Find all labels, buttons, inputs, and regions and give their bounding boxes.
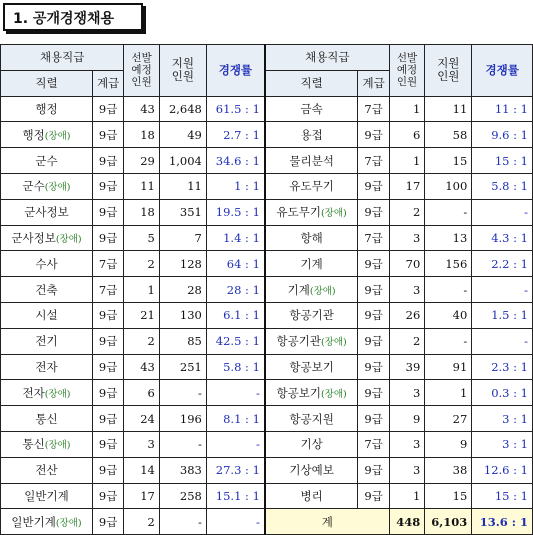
left-rate-cell: 5.8 : 1	[206, 354, 265, 380]
left-jik-name: 행정	[35, 101, 58, 116]
header-jik-right: 직렬	[265, 70, 358, 96]
table-row	[1, 483, 533, 509]
left-disabled-tag: (장애)	[44, 182, 71, 194]
left-apply-cell: -	[159, 509, 206, 535]
right-jik-name: 병리	[300, 488, 323, 503]
right-plan-cell: 2	[389, 199, 425, 225]
table-row	[1, 122, 533, 148]
total-plan: 448	[389, 509, 425, 535]
right-plan-cell: 3	[389, 225, 425, 251]
right-plan-cell: 70	[389, 251, 425, 277]
right-plan-cell: 1	[389, 483, 425, 509]
left-rate-cell: 6.1 : 1	[206, 302, 265, 328]
left-plan-cell: 1	[124, 277, 160, 303]
left-grade-cell: 9급	[92, 199, 123, 225]
left-jik-cell	[1, 328, 93, 354]
right-jik-cell	[265, 457, 358, 483]
left-jik-name: 수사	[35, 256, 58, 271]
table-row	[1, 406, 533, 432]
right-disabled-tag: (장애)	[309, 285, 336, 297]
left-apply-cell: 383	[159, 457, 206, 483]
left-rate-cell: 27.3 : 1	[206, 457, 265, 483]
left-rate-cell: 19.5 : 1	[206, 199, 265, 225]
section-title: 1. 공개경쟁채용	[3, 3, 143, 31]
left-apply-cell: 258	[159, 483, 206, 509]
table-row	[1, 173, 533, 199]
left-apply-cell: 1,004	[159, 148, 206, 174]
right-grade-cell: 9급	[358, 251, 389, 277]
left-apply-cell: 7	[159, 225, 206, 251]
left-plan-cell: 21	[124, 302, 160, 328]
left-jik-name: 시설	[35, 308, 58, 323]
left-jik-cell	[1, 225, 93, 251]
right-grade-cell: 9급	[358, 483, 389, 509]
right-jik-cell	[265, 302, 358, 328]
table-row	[1, 328, 533, 354]
right-jik-cell	[265, 354, 358, 380]
left-apply-cell: 85	[159, 328, 206, 354]
right-rate-cell: 5.8 : 1	[472, 173, 533, 199]
right-apply-cell: 9	[425, 431, 472, 457]
right-apply-cell: -	[425, 199, 472, 225]
left-jik-name: 일반기계	[24, 488, 69, 503]
right-grade-cell: 9급	[358, 302, 389, 328]
right-plan-cell: 3	[389, 431, 425, 457]
left-disabled-tag: (장애)	[44, 388, 71, 400]
right-apply-cell: -	[425, 328, 472, 354]
left-disabled-tag: (장애)	[44, 130, 71, 142]
left-grade-cell: 9급	[92, 509, 123, 535]
right-apply-cell: 156	[425, 251, 472, 277]
right-rate-cell: 1.5 : 1	[472, 302, 533, 328]
right-apply-cell: 11	[425, 96, 472, 122]
header-plan-right: 선발 예정 인원	[389, 45, 425, 97]
left-jik-name: 군사정보	[24, 205, 69, 220]
right-jik-name: 항공기관	[289, 308, 334, 323]
total-apply: 6,103	[425, 509, 472, 535]
left-apply-cell: 196	[159, 406, 206, 432]
table-row	[1, 431, 533, 457]
left-grade-cell: 9급	[92, 122, 123, 148]
right-plan-cell: 3	[389, 457, 425, 483]
header-rate-left: 경쟁률	[206, 45, 265, 97]
left-jik-cell	[1, 354, 93, 380]
total-rate: 13.6 : 1	[472, 509, 533, 535]
right-jik-name: 유도무기	[276, 205, 321, 220]
right-grade-cell: 9급	[358, 354, 389, 380]
right-jik-name: 기계	[287, 282, 310, 297]
left-jik-cell	[1, 199, 93, 225]
right-grade-cell: 9급	[358, 328, 389, 354]
right-jik-cell	[265, 431, 358, 457]
header-grade-left: 계급	[92, 70, 123, 96]
right-jik-name: 유도무기	[289, 179, 334, 194]
right-apply-cell: 1	[425, 380, 472, 406]
left-apply-cell: 2,648	[159, 96, 206, 122]
right-jik-cell	[265, 173, 358, 199]
left-grade-cell: 9급	[92, 148, 123, 174]
right-rate-cell: 15 : 1	[472, 148, 533, 174]
right-plan-cell: 17	[389, 173, 425, 199]
table-row	[1, 199, 533, 225]
right-grade-cell: 7급	[358, 96, 389, 122]
right-rate-cell: 12.6 : 1	[472, 457, 533, 483]
right-jik-cell	[265, 148, 358, 174]
left-jik-name: 전기	[35, 334, 58, 349]
right-jik-cell	[265, 380, 358, 406]
left-grade-cell: 9급	[92, 431, 123, 457]
left-rate-cell: 42.5 : 1	[206, 328, 265, 354]
left-apply-cell: -	[159, 431, 206, 457]
left-apply-cell: 28	[159, 277, 206, 303]
left-jik-cell	[1, 457, 93, 483]
right-rate-cell: -	[472, 277, 533, 303]
table-row	[1, 251, 533, 277]
right-jik-name: 기상예보	[289, 463, 334, 478]
left-grade-cell: 9급	[92, 354, 123, 380]
left-rate-cell: -	[206, 509, 265, 535]
left-rate-cell: 28 : 1	[206, 277, 265, 303]
left-rate-cell: 8.1 : 1	[206, 406, 265, 432]
right-apply-cell: -	[425, 277, 472, 303]
left-jik-cell	[1, 277, 93, 303]
right-jik-name: 용접	[300, 127, 323, 142]
table-row	[1, 302, 533, 328]
table-row	[1, 380, 533, 406]
left-jik-name: 통신	[35, 411, 58, 426]
left-jik-cell	[1, 173, 93, 199]
right-plan-cell: 3	[389, 277, 425, 303]
right-grade-cell: 9급	[358, 277, 389, 303]
left-jik-cell	[1, 380, 93, 406]
header-grade-right: 계급	[358, 70, 389, 96]
left-grade-cell: 9급	[92, 406, 123, 432]
left-plan-cell: 11	[124, 173, 160, 199]
right-jik-name: 기상	[300, 437, 323, 452]
header-plan-left: 선발 예정 인원	[124, 45, 160, 97]
right-jik-name: 항공보기	[276, 385, 321, 400]
right-grade-cell: 9급	[358, 173, 389, 199]
left-apply-cell: 49	[159, 122, 206, 148]
table-row	[1, 277, 533, 303]
left-plan-cell: 5	[124, 225, 160, 251]
left-grade-cell: 7급	[92, 251, 123, 277]
right-rate-cell: -	[472, 328, 533, 354]
right-rate-cell: 2.3 : 1	[472, 354, 533, 380]
left-grade-cell: 9급	[92, 173, 123, 199]
right-jik-name: 항공보기	[289, 359, 334, 374]
left-jik-cell	[1, 431, 93, 457]
right-plan-cell: 2	[389, 328, 425, 354]
left-jik-name: 군수	[35, 153, 58, 168]
right-jik-name: 기계	[300, 256, 323, 271]
left-plan-cell: 43	[124, 96, 160, 122]
header-group-right: 채용직급	[265, 45, 389, 71]
header-row-1	[1, 45, 533, 71]
left-apply-cell: 351	[159, 199, 206, 225]
left-jik-cell	[1, 302, 93, 328]
left-grade-cell: 9급	[92, 328, 123, 354]
right-jik-name: 항공기관	[276, 334, 321, 349]
left-jik-cell	[1, 148, 93, 174]
right-jik-cell	[265, 96, 358, 122]
left-rate-cell: 2.7 : 1	[206, 122, 265, 148]
right-apply-cell: 100	[425, 173, 472, 199]
left-grade-cell: 9급	[92, 302, 123, 328]
left-plan-cell: 43	[124, 354, 160, 380]
right-apply-cell: 58	[425, 122, 472, 148]
right-jik-cell	[265, 122, 358, 148]
table-row	[1, 148, 533, 174]
left-jik-cell	[1, 406, 93, 432]
left-plan-cell: 17	[124, 483, 160, 509]
left-plan-cell: 6	[124, 380, 160, 406]
table-row	[1, 354, 533, 380]
right-plan-cell: 1	[389, 148, 425, 174]
left-jik-cell	[1, 483, 93, 509]
right-disabled-tag: (장애)	[320, 388, 347, 400]
right-rate-cell: 2.2 : 1	[472, 251, 533, 277]
right-apply-cell: 13	[425, 225, 472, 251]
right-rate-cell: -	[472, 199, 533, 225]
left-jik-name: 군수	[22, 179, 45, 194]
right-apply-cell: 38	[425, 457, 472, 483]
left-plan-cell: 18	[124, 199, 160, 225]
left-plan-cell: 29	[124, 148, 160, 174]
left-grade-cell: 7급	[92, 277, 123, 303]
left-apply-cell: 128	[159, 251, 206, 277]
left-disabled-tag: (장애)	[55, 233, 82, 245]
left-jik-name: 통신	[22, 437, 45, 452]
right-jik-cell	[265, 199, 358, 225]
right-plan-cell: 26	[389, 302, 425, 328]
right-grade-cell: 9급	[358, 406, 389, 432]
recruitment-table	[0, 44, 533, 535]
left-grade-cell: 9급	[92, 380, 123, 406]
right-jik-cell	[265, 277, 358, 303]
right-plan-cell: 9	[389, 406, 425, 432]
left-rate-cell: 1.4 : 1	[206, 225, 265, 251]
header-rate-right: 경쟁률	[472, 45, 533, 97]
right-disabled-tag: (장애)	[320, 337, 347, 349]
right-jik-cell	[265, 225, 358, 251]
left-jik-name: 일반기계	[11, 514, 56, 529]
right-jik-cell	[265, 328, 358, 354]
right-jik-name: 금속	[300, 101, 323, 116]
right-apply-cell: 91	[425, 354, 472, 380]
right-rate-cell: 9.6 : 1	[472, 122, 533, 148]
left-rate-cell: -	[206, 380, 265, 406]
right-grade-cell: 9급	[358, 199, 389, 225]
right-rate-cell: 0.3 : 1	[472, 380, 533, 406]
right-jik-name: 항해	[300, 230, 323, 245]
right-grade-cell: 9급	[358, 457, 389, 483]
left-rate-cell: 1 : 1	[206, 173, 265, 199]
right-rate-cell: 3 : 1	[472, 406, 533, 432]
left-rate-cell: 15.1 : 1	[206, 483, 265, 509]
left-rate-cell: 34.6 : 1	[206, 148, 265, 174]
left-jik-name: 전자	[35, 359, 58, 374]
left-jik-cell	[1, 122, 93, 148]
right-jik-cell	[265, 406, 358, 432]
left-plan-cell: 3	[124, 431, 160, 457]
table-row	[1, 225, 533, 251]
left-jik-cell	[1, 251, 93, 277]
left-grade-cell: 9급	[92, 483, 123, 509]
left-jik-cell	[1, 96, 93, 122]
right-apply-cell: 40	[425, 302, 472, 328]
left-plan-cell: 24	[124, 406, 160, 432]
left-plan-cell: 2	[124, 509, 160, 535]
left-grade-cell: 9급	[92, 225, 123, 251]
left-jik-name: 전자	[22, 385, 45, 400]
right-grade-cell: 9급	[358, 122, 389, 148]
left-jik-name: 군사정보	[11, 230, 56, 245]
header-group-left: 채용직급	[1, 45, 124, 71]
right-rate-cell: 15 : 1	[472, 483, 533, 509]
left-apply-cell: 251	[159, 354, 206, 380]
right-grade-cell: 7급	[358, 148, 389, 174]
left-plan-cell: 2	[124, 328, 160, 354]
right-plan-cell: 3	[389, 380, 425, 406]
right-rate-cell: 4.3 : 1	[472, 225, 533, 251]
left-disabled-tag: (장애)	[44, 440, 71, 452]
right-rate-cell: 3 : 1	[472, 431, 533, 457]
right-jik-cell	[265, 483, 358, 509]
left-apply-cell: 11	[159, 173, 206, 199]
right-rate-cell: 11 : 1	[472, 96, 533, 122]
right-apply-cell: 15	[425, 483, 472, 509]
left-plan-cell: 18	[124, 122, 160, 148]
right-apply-cell: 27	[425, 406, 472, 432]
left-jik-name: 전산	[35, 463, 58, 478]
left-grade-cell: 9급	[92, 96, 123, 122]
left-rate-cell: -	[206, 431, 265, 457]
left-disabled-tag: (장애)	[55, 517, 82, 529]
table-row	[1, 457, 533, 483]
left-plan-cell: 2	[124, 251, 160, 277]
right-jik-name: 물리분석	[289, 153, 334, 168]
right-jik-cell	[265, 251, 358, 277]
left-jik-name: 건축	[35, 282, 58, 297]
left-apply-cell: 130	[159, 302, 206, 328]
table-row	[1, 96, 533, 122]
header-apply-left: 지원 인원	[159, 45, 206, 97]
left-rate-cell: 64 : 1	[206, 251, 265, 277]
right-disabled-tag: (장애)	[320, 208, 347, 220]
right-plan-cell: 6	[389, 122, 425, 148]
left-grade-cell: 9급	[92, 457, 123, 483]
right-grade-cell: 9급	[358, 380, 389, 406]
left-rate-cell: 61.5 : 1	[206, 96, 265, 122]
left-apply-cell: -	[159, 380, 206, 406]
right-grade-cell: 7급	[358, 431, 389, 457]
right-plan-cell: 1	[389, 96, 425, 122]
left-jik-name: 행정	[22, 127, 45, 142]
right-grade-cell: 7급	[358, 225, 389, 251]
total-label: 계	[265, 509, 389, 535]
right-jik-name: 항공지원	[289, 411, 334, 426]
right-apply-cell: 15	[425, 148, 472, 174]
header-jik-left: 직렬	[1, 70, 93, 96]
left-plan-cell: 14	[124, 457, 160, 483]
right-plan-cell: 39	[389, 354, 425, 380]
header-apply-right: 지원 인원	[425, 45, 472, 97]
